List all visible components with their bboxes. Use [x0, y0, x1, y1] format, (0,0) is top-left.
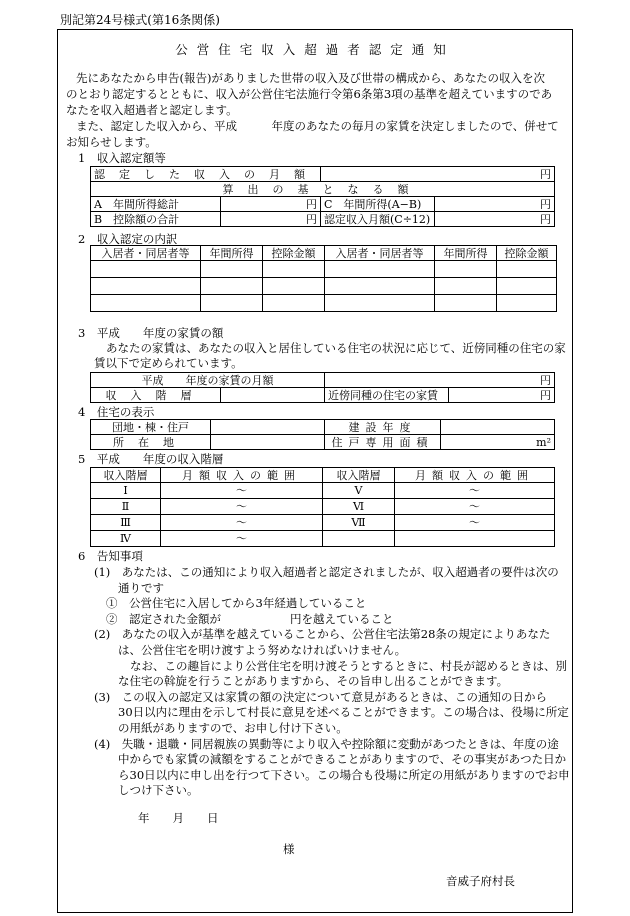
- breakdown-header-person: 入居者・同居者等: [325, 246, 435, 261]
- complex-value: [211, 420, 325, 435]
- table-row: [91, 261, 557, 278]
- basis-label: 算出の基となる額: [91, 182, 555, 197]
- table-row: [91, 295, 557, 312]
- income-level-table: [90, 467, 555, 547]
- income-recognition-table: [90, 166, 555, 227]
- range-cell: ～: [395, 499, 555, 515]
- intro-line-3: なたを収入超過者と認定します。: [66, 103, 238, 117]
- recognized-monthly-label: 認定収入月額(C÷12): [321, 212, 435, 227]
- notice-line: しつけ下さい。: [118, 783, 199, 798]
- recognized-monthly-income-value: 円: [321, 167, 555, 182]
- intro-line-2: のとおり認定するとともに、収入が公営住宅法施行令第6条第3項の基準を超えていますのであ: [66, 87, 553, 101]
- section1-heading: 1 収入認定額等: [78, 151, 166, 165]
- notice-line: (1) あなたは、この通知により収入超過者と認定されましたが、収入超過者の要件は次の: [94, 565, 559, 579]
- breakdown-header-person: 入居者・同居者等: [91, 246, 201, 261]
- section2-heading: 2 収入認定の内訳: [78, 232, 178, 246]
- range-cell: ～: [395, 483, 555, 499]
- level-header-left: 収入階層: [91, 468, 161, 483]
- section6-heading: 6 告知事項: [78, 549, 143, 563]
- range-cell-empty: [395, 531, 555, 547]
- section5-heading: 5 平成 年度の収入階層: [78, 452, 224, 466]
- nearby-rent-label: 近傍同種の住宅の家賃: [325, 388, 449, 403]
- annual-income-net-value: 円: [435, 197, 555, 212]
- table-row: [91, 515, 555, 531]
- level-cell: Ⅴ: [323, 483, 395, 499]
- recipient-sama: 様: [283, 842, 295, 856]
- notice-title: 公営住宅収入超過者認定通知: [175, 42, 455, 57]
- level-cell-empty: [323, 531, 395, 547]
- location-value: [211, 435, 325, 450]
- table-row: [91, 278, 557, 295]
- notice-line: なお、この趣旨により公営住宅を明け渡そうとするときに、村長が認めるときは、別: [130, 658, 567, 673]
- annual-income-total-value: 円: [221, 197, 321, 212]
- breakdown-header-deduction: 控除金額: [497, 246, 557, 261]
- notice-line: の用紙がありますので、お申し付け下さい。: [118, 721, 348, 735]
- range-header-left: 月額収入の範囲: [161, 468, 323, 483]
- range-cell: ～: [395, 515, 555, 531]
- section4-heading: 4 住宅の表示: [78, 405, 155, 419]
- rent-table: [90, 372, 555, 403]
- notice-line: ら30日以内に申し出を行つて下さい。この場合も役場に所定の用紙がありますのでお申: [118, 767, 570, 782]
- notice-line: (3) この収入の認定又は家賃の額の決定について意見があるときは、この通知の日から: [94, 689, 548, 704]
- section3-text-2: 賃以下で定められています。: [94, 356, 243, 370]
- level-cell: Ⅳ: [91, 531, 161, 547]
- level-cell: Ⅰ: [91, 483, 161, 499]
- notice-line: 中からでも家賃の減額をすることができることがありますので、その事実があつた日か: [118, 752, 567, 767]
- build-year-value: [441, 420, 555, 435]
- area-value: m²: [441, 435, 555, 450]
- annual-income-total-label: A 年間所得総計: [91, 197, 221, 212]
- income-breakdown-table: [90, 245, 557, 312]
- range-cell: ～: [161, 499, 323, 515]
- build-year-label: 建設年度: [325, 420, 441, 435]
- notice-line: ② 認定された金額が 円を越えていること: [106, 611, 394, 626]
- notice-line: は、公営住宅を明け渡すよう努めなければいけません。: [118, 643, 407, 657]
- deduction-total-value: 円: [221, 212, 321, 227]
- section3-text-1: あなたの家賃は、あなたの収入と居住している住宅の状況に応じて、近傍同種の住宅の家: [106, 341, 566, 355]
- nearby-rent-value: 円: [449, 388, 555, 403]
- table-row: [91, 499, 555, 515]
- breakdown-header-income: 年間所得: [201, 246, 263, 261]
- deduction-total-label: B 控除額の合計: [91, 212, 221, 227]
- issue-date: 年 月 日: [138, 811, 219, 825]
- notice-line: な住宅の斡旋を行うことがありますから、その旨申し出ることができます。: [118, 674, 509, 689]
- intro-line-5: お知らせします。: [66, 135, 157, 149]
- range-header-right: 月額収入の範囲: [395, 468, 555, 483]
- section3-heading: 3 平成 年度の家賃の額: [78, 326, 224, 340]
- annual-income-net-label: C 年間所得(A−B): [321, 197, 435, 212]
- complex-label: 団地・棟・住戸: [91, 420, 211, 435]
- location-label: 所在地: [91, 435, 211, 450]
- level-cell: Ⅱ: [91, 499, 161, 515]
- notice-line: ① 公営住宅に入居してから3年経過していること: [106, 596, 367, 611]
- notice-line: 30日以内に理由を示して村長に意見を述べることができます。この場合は、役場に所定: [118, 705, 569, 720]
- range-cell: ～: [161, 515, 323, 531]
- level-cell: Ⅶ: [323, 515, 395, 531]
- table-row: [91, 531, 555, 547]
- recognized-monthly-income-label: 認定した収入の月額: [91, 167, 321, 182]
- monthly-rent-value: 円: [325, 373, 555, 388]
- income-level-label: 収入階層: [91, 388, 221, 403]
- monthly-rent-label: 平成 年度の家賃の月額: [91, 373, 325, 388]
- housing-table: [90, 419, 555, 450]
- level-cell: Ⅵ: [323, 499, 395, 515]
- range-cell: ～: [161, 531, 323, 547]
- table-row: [91, 483, 555, 499]
- intro-line-1: 先にあなたから申告(報告)がありました世帯の収入及び世帯の構成から、あなたの収入を次: [76, 71, 545, 85]
- notice-line: (4) 失職・退職・同居親族の異動等により収入や控除額に変動があつたときは、年度の途: [94, 736, 559, 751]
- form-number: 別記第24号様式(第16条関係): [60, 13, 220, 27]
- breakdown-header-deduction: 控除金額: [263, 246, 325, 261]
- area-label: 住戸専用面積: [325, 435, 441, 450]
- notice-line: (2) あなたの収入が基準を越えていることから、公営住宅法第28条の規定によりあなた: [94, 627, 551, 642]
- recognized-monthly-value: 円: [435, 212, 555, 227]
- notice-line: 通りです: [118, 580, 164, 595]
- intro-line-4: また、認定した収入から、平成 年度のあなたの毎月の家賃を決定しましたので、併せて: [76, 119, 559, 133]
- breakdown-header-income: 年間所得: [435, 246, 497, 261]
- range-cell: ～: [161, 483, 323, 499]
- income-level-value: [221, 388, 325, 403]
- level-cell: Ⅲ: [91, 515, 161, 531]
- level-header-right: 収入階層: [323, 468, 395, 483]
- issuer-name: 音威子府村長: [446, 874, 515, 888]
